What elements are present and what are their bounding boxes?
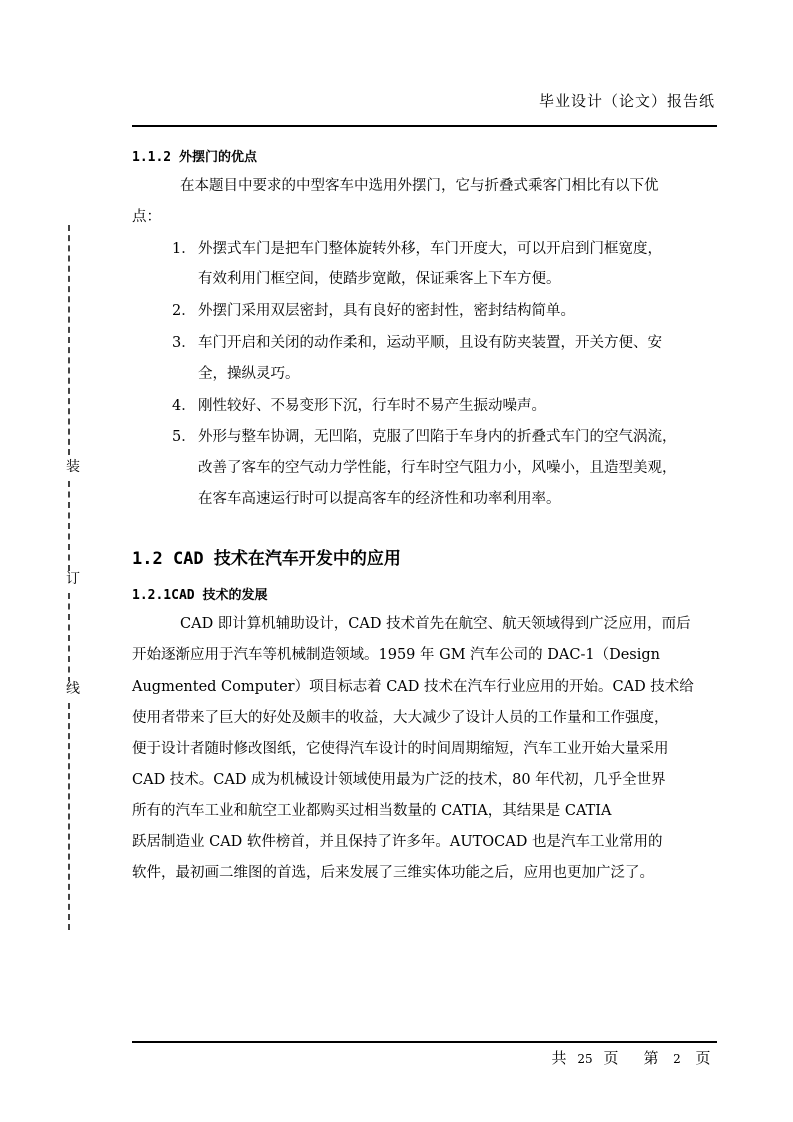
list-item-text: 改善了客车的空气动力学性能，行车时空气阻力小，风噪小，且造型美观， <box>198 460 677 476</box>
list-item-text: 外摆式车门是把车门整体旋转外移，车门开度大，可以开启到门框宽度， <box>198 241 662 257</box>
list-item-text: 在客车高速运行时可以提高客车的经济性和功率利用率。 <box>198 491 561 507</box>
footer-page-prefix: 第 <box>643 1049 659 1067</box>
list-item-number: 1． <box>172 241 196 257</box>
paragraph-line: 所有的汽车工业和航空工业都购买过相当数量的 CATIA，其结果是 CATIA <box>132 803 612 819</box>
paragraph-line: 跃居制造业 CAD 软件榜首，并且保持了许多年。AUTOCAD 也是汽车工业常用的 <box>132 834 663 850</box>
binding-char-ding: 订 <box>66 571 80 587</box>
footer-page-number: 2 <box>673 1052 681 1066</box>
paragraph-line: 开始逐渐应用于汽车等机械制造领域。1959 年 GM 汽车公司的 DAC-1（Design <box>132 647 660 663</box>
list-item-text: 外形与整车协调，无凹陷，克服了凹陷于车身内的折叠式车门的空气涡流， <box>198 429 677 445</box>
list-item-number: 3． <box>172 335 196 351</box>
header-rule <box>132 125 717 127</box>
section-heading-1-2: 1.2 CAD 技术在汽车开发中的应用 <box>132 549 401 569</box>
list-item-text: 全，操纵灵巧。 <box>198 366 300 382</box>
paragraph-line: 便于设计者随时修改图纸，它使得汽车设计的时间周期缩短，汽车工业开始大量采用 <box>132 741 669 757</box>
section-heading-1-2-1: 1.2.1CAD 技术的发展 <box>132 588 268 603</box>
binding-dash-1 <box>68 225 70 455</box>
list-item-number: 4． <box>172 398 196 414</box>
list-item-text: 车门开启和关闭的动作柔和，运动平顺，且设有防夹装置，开关方便、安 <box>198 335 662 351</box>
binding-char-zhuang: 装 <box>66 459 80 475</box>
list-item-number: 2． <box>172 303 196 319</box>
list-item-number: 5． <box>172 429 196 445</box>
binding-margin <box>68 225 78 930</box>
binding-dash-3 <box>68 593 70 683</box>
paragraph-line: CAD 技术。CAD 成为机械设计领域使用最为广泛的技术，80 年代初，几乎全世界 <box>132 772 666 788</box>
intro-line-2: 点： <box>132 209 161 225</box>
page-header-title: 毕业设计（论文）报告纸 <box>538 92 715 110</box>
footer-total-suffix: 页 <box>603 1049 619 1067</box>
footer-total-pages: 25 <box>577 1052 593 1066</box>
footer-page-suffix: 页 <box>695 1049 711 1067</box>
section-heading-1-1-2: 1.1.2 外摆门的优点 <box>132 150 257 165</box>
intro-line-1: 在本题目中要求的中型客车中选用外摆门，它与折叠式乘客门相比有以下优 <box>180 178 659 194</box>
footer-total-prefix: 共 <box>551 1049 567 1067</box>
binding-dash-4 <box>68 703 70 930</box>
paragraph-line: 软件，最初画二维图的首选，后来发展了三维实体功能之后，应用也更加广泛了。 <box>132 865 654 881</box>
list-item-text: 外摆门采用双层密封，具有良好的密封性，密封结构简单。 <box>198 303 575 319</box>
binding-char-xian: 线 <box>66 681 80 697</box>
paragraph-line: CAD 即计算机辅助设计，CAD 技术首先在航空、航天领域得到广泛应用，而后 <box>180 616 691 632</box>
page-footer <box>548 1047 714 1068</box>
binding-dash-2 <box>68 481 70 571</box>
paragraph-line: 使用者带来了巨大的好处及颇丰的收益，大大减少了设计人员的工作量和工作强度， <box>132 710 669 726</box>
list-item-text: 有效利用门框空间，使踏步宽敞，保证乘客上下车方便。 <box>198 271 561 287</box>
footer-rule <box>132 1041 717 1043</box>
list-item-text: 刚性较好、不易变形下沉，行车时不易产生振动噪声。 <box>198 398 546 414</box>
paragraph-line: Augmented Computer）项目标志着 CAD 技术在汽车行业应用的开始。CAD 技术给 <box>132 679 694 695</box>
